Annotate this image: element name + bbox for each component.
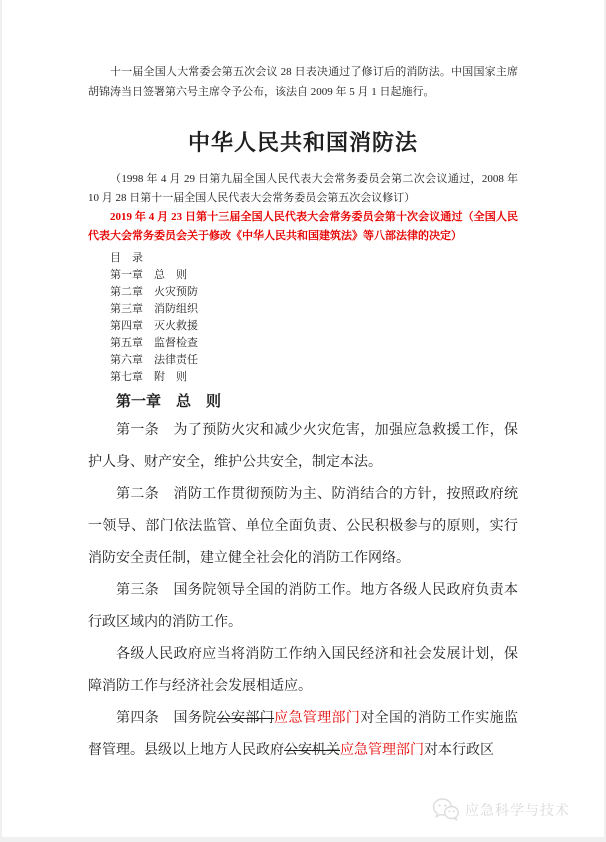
watermark-label: 应急科学与技术 [465, 803, 570, 819]
toc-item-chapter3: 第三章 消防组织 [110, 303, 198, 315]
article-4-text: 第四条 国务院 [116, 711, 217, 726]
article-4-text: 对全国的消防工作实施监督管理。县级以上地方人民政府 [88, 711, 519, 758]
deleted-text: 公安机关 [284, 743, 340, 758]
article-2-paragraph: 第二条 消防工作贯彻预防为主、防消结合的方针，按照政府统一领导、部门依法监管、单位全面负责、公民积极参与的原则，实行消防安全责任制，建立健全社会化的消防工作网络。 [88, 487, 518, 566]
toc-item-chapter6: 第六章 法律责任 [110, 354, 198, 366]
deleted-text: 公安部门 [216, 711, 275, 726]
revised-text: 应急管理部门 [340, 743, 424, 758]
article-4-paragraph [88, 703, 518, 767]
toc-item-chapter2: 第二章 火灾预防 [110, 286, 198, 298]
page-bottom-edge [0, 837, 606, 842]
intro-paragraph: 十一届全国人大常委会第五次会议 28 日表决通过了修订后的消防法。中国国家主席胡锦涛当日签署第六号主席令予公布，该法自 2009 年 5 月 1 日起施行。 [88, 66, 518, 98]
history-note: （1998 年 4 月 29 日第九届全国人民代表大会常务委员会第二次会议通过，2008 年 10 月 28 日第十一届全国人民代表大会常务委员会第五次会议修订） [88, 173, 518, 204]
toc-heading: 目 录 [110, 252, 143, 264]
chapter1-heading: 第一章 总 则 [116, 394, 222, 410]
watermark [432, 798, 570, 821]
article-4-text: 对本行政区 [424, 743, 494, 758]
document-page [2, 0, 604, 837]
toc-item-chapter4: 第四章 灭火救援 [110, 320, 198, 332]
revised-text: 应急管理部门 [274, 711, 361, 726]
amendment-note: 2019 年 4 月 23 日第十三届全国人民代表大会常务委员会第十次会议通过（全国人民代表大会常务委员会关于修改《中华人民共和国建筑法》等八部法律的决定） [88, 211, 518, 242]
article-3-paragraph-1: 第三条 国务院领导全国的消防工作。地方各级人民政府负责本行政区域内的消防工作。 [88, 583, 518, 630]
article-1-paragraph: 第一条 为了预防火灾和减少火灾危害，加强应急救援工作，保护人身、财产安全，维护公共安全，制定本法。 [88, 423, 518, 470]
table-of-contents [88, 250, 518, 386]
article-3-paragraph-2: 各级人民政府应当将消防工作纳入国民经济和社会发展计划，保障消防工作与经济社会发展相适应。 [88, 647, 518, 694]
wechat-icon [432, 798, 459, 821]
toc-item-chapter5: 第五章 监督检查 [110, 337, 198, 349]
toc-item-chapter7: 第七章 附 则 [110, 371, 187, 383]
toc-item-chapter1: 第一章 总 则 [110, 269, 187, 281]
document-title: 中华人民共和国消防法 [187, 130, 418, 155]
